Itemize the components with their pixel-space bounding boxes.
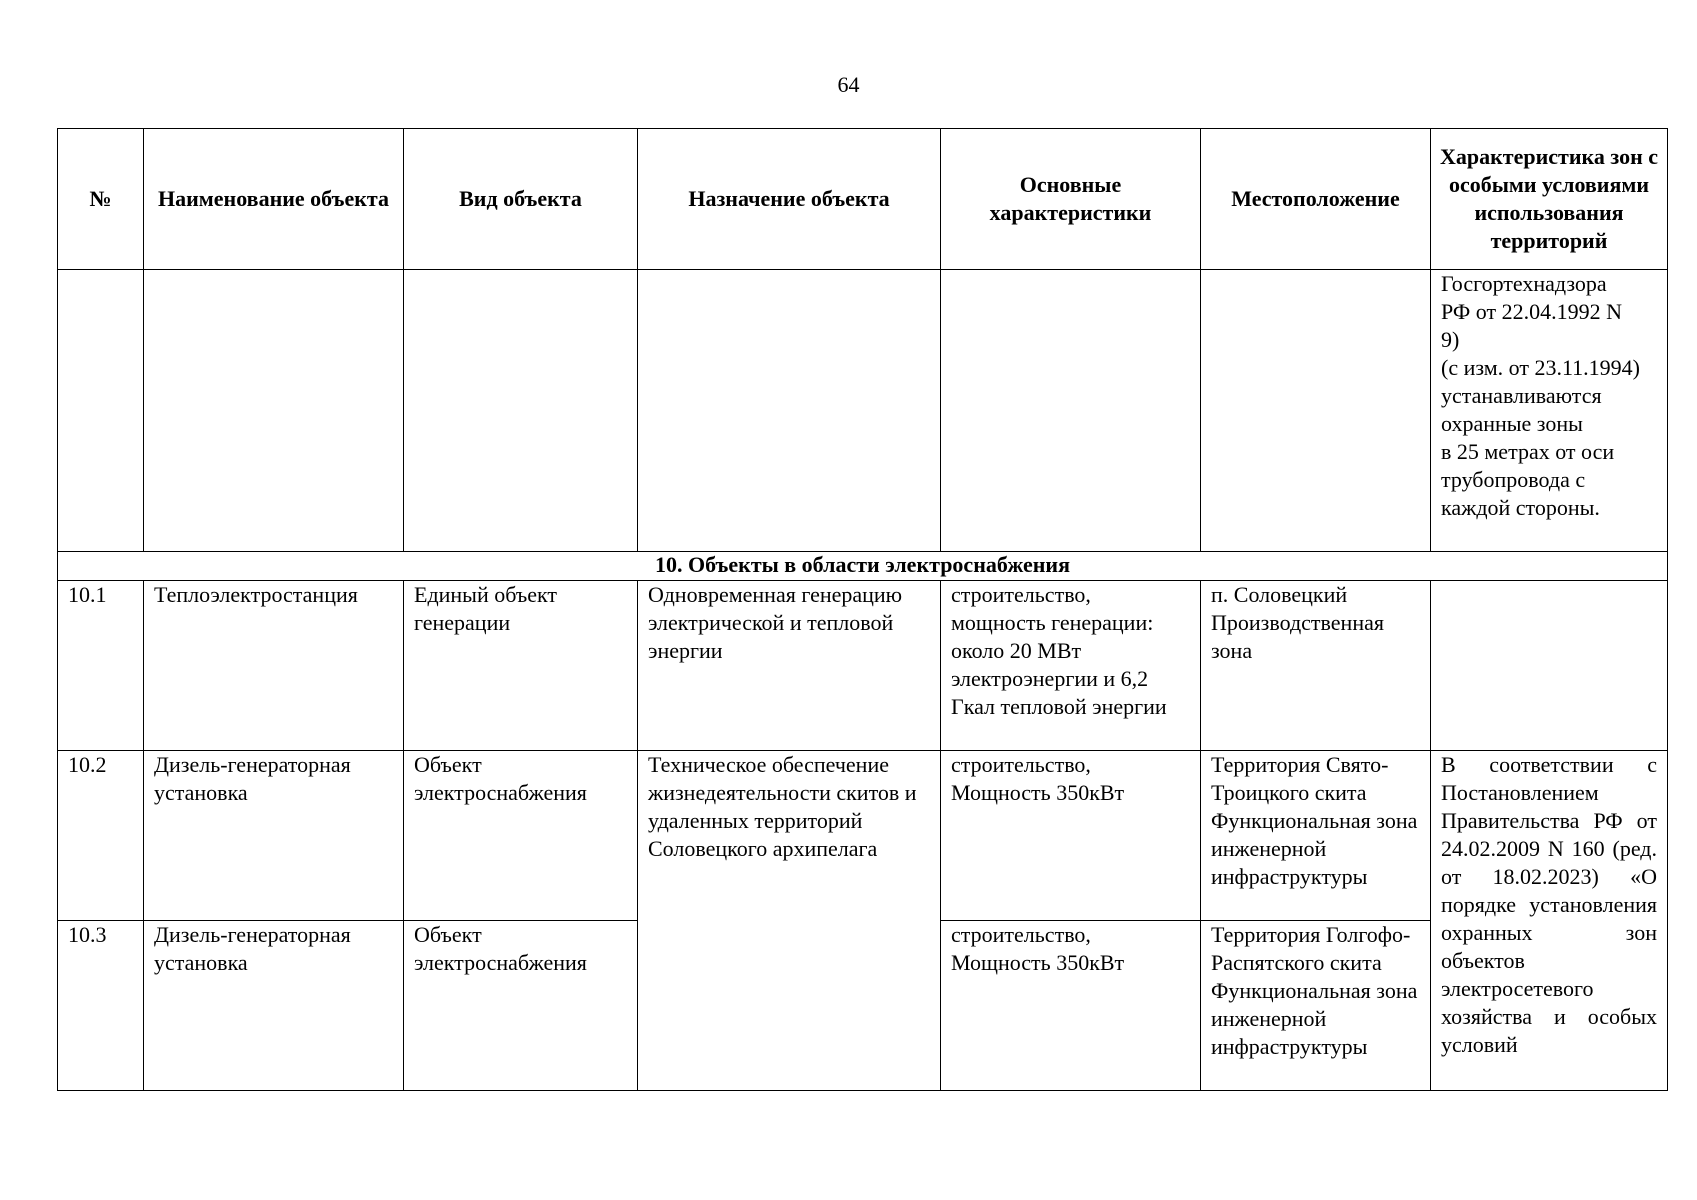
table-header-row bbox=[58, 129, 1668, 270]
row-characteristics: строительство, мощность генерации: около 20 МВт электроэнергии и 6,2 Гкал тепловой энергии bbox=[941, 581, 1201, 751]
row-num: 10.2 bbox=[58, 751, 144, 921]
row-zones bbox=[1431, 581, 1668, 751]
section-title: 10. Объекты в области электроснабжения bbox=[58, 552, 1668, 581]
zones-line: устанавливаются bbox=[1441, 383, 1602, 408]
empty-cell bbox=[941, 270, 1201, 552]
table-row bbox=[58, 751, 1668, 921]
row-location: п. Соловецкий Производственная зона bbox=[1201, 581, 1431, 751]
section-row bbox=[58, 552, 1668, 581]
empty-cell bbox=[144, 270, 404, 552]
row-kind: Объект электроснабжения bbox=[404, 921, 638, 1091]
zones-line: в 25 метрах от оси bbox=[1441, 439, 1615, 464]
row-zones: В соответствии с Постановлением Правительства РФ от 24.02.2009 N 160 (ред. от 18.02.2023) «О порядке установления охранных зон объектов электросетевого хозяйства и особых условий bbox=[1431, 751, 1668, 1091]
empty-cell bbox=[1201, 270, 1431, 552]
empty-cell bbox=[638, 270, 941, 552]
continuation-zones-cell bbox=[1431, 270, 1668, 552]
header-characteristics: Основные характеристики bbox=[941, 129, 1201, 270]
row-kind: Объект электроснабжения bbox=[404, 751, 638, 921]
objects-table bbox=[57, 128, 1668, 1091]
row-purpose: Одновременная генерацию электрической и тепловой энергии bbox=[638, 581, 941, 751]
row-name: Дизель-генераторная установка bbox=[144, 751, 404, 921]
row-purpose: Техническое обеспечение жизнедеятельности скитов и удаленных территорий Соловецкого архипелага bbox=[638, 751, 941, 1091]
row-kind: Единый объект генерации bbox=[404, 581, 638, 751]
row-characteristics: строительство, Мощность 350кВт bbox=[941, 921, 1201, 1091]
header-name: Наименование объекта bbox=[144, 129, 404, 270]
row-location: Территория Голгофо-Распятского скита Функциональная зона инженерной инфраструктуры bbox=[1201, 921, 1431, 1091]
row-name: Дизель-генераторная установка bbox=[144, 921, 404, 1091]
empty-cell bbox=[58, 270, 144, 552]
table-row bbox=[58, 581, 1668, 751]
row-num: 10.3 bbox=[58, 921, 144, 1091]
empty-cell bbox=[404, 270, 638, 552]
header-purpose: Назначение объекта bbox=[638, 129, 941, 270]
row-location: Территория Свято-Троицкого скита Функциональная зона инженерной инфраструктуры bbox=[1201, 751, 1431, 921]
row-characteristics: строительство, Мощность 350кВт bbox=[941, 751, 1201, 921]
page-number: 64 bbox=[837, 72, 860, 97]
zones-line: трубопровода с bbox=[1441, 467, 1586, 492]
header-zones: Характеристика зон с особыми условиями использования территорий bbox=[1431, 129, 1668, 270]
header-kind: Вид объекта bbox=[404, 129, 638, 270]
zones-line: Госгортехнадзора bbox=[1441, 271, 1607, 296]
header-num: № bbox=[58, 129, 144, 270]
zones-line: (с изм. от 23.11.1994) bbox=[1441, 355, 1640, 380]
zones-line: каждой стороны. bbox=[1441, 495, 1600, 520]
row-name: Теплоэлектростанция bbox=[144, 581, 404, 751]
row-num: 10.1 bbox=[58, 581, 144, 751]
continuation-row bbox=[58, 270, 1668, 552]
zones-line: 9) bbox=[1441, 327, 1460, 352]
zones-line: РФ от 22.04.1992 N bbox=[1441, 299, 1622, 324]
zones-line: охранные зоны bbox=[1441, 411, 1583, 436]
header-location: Местоположение bbox=[1201, 129, 1431, 270]
